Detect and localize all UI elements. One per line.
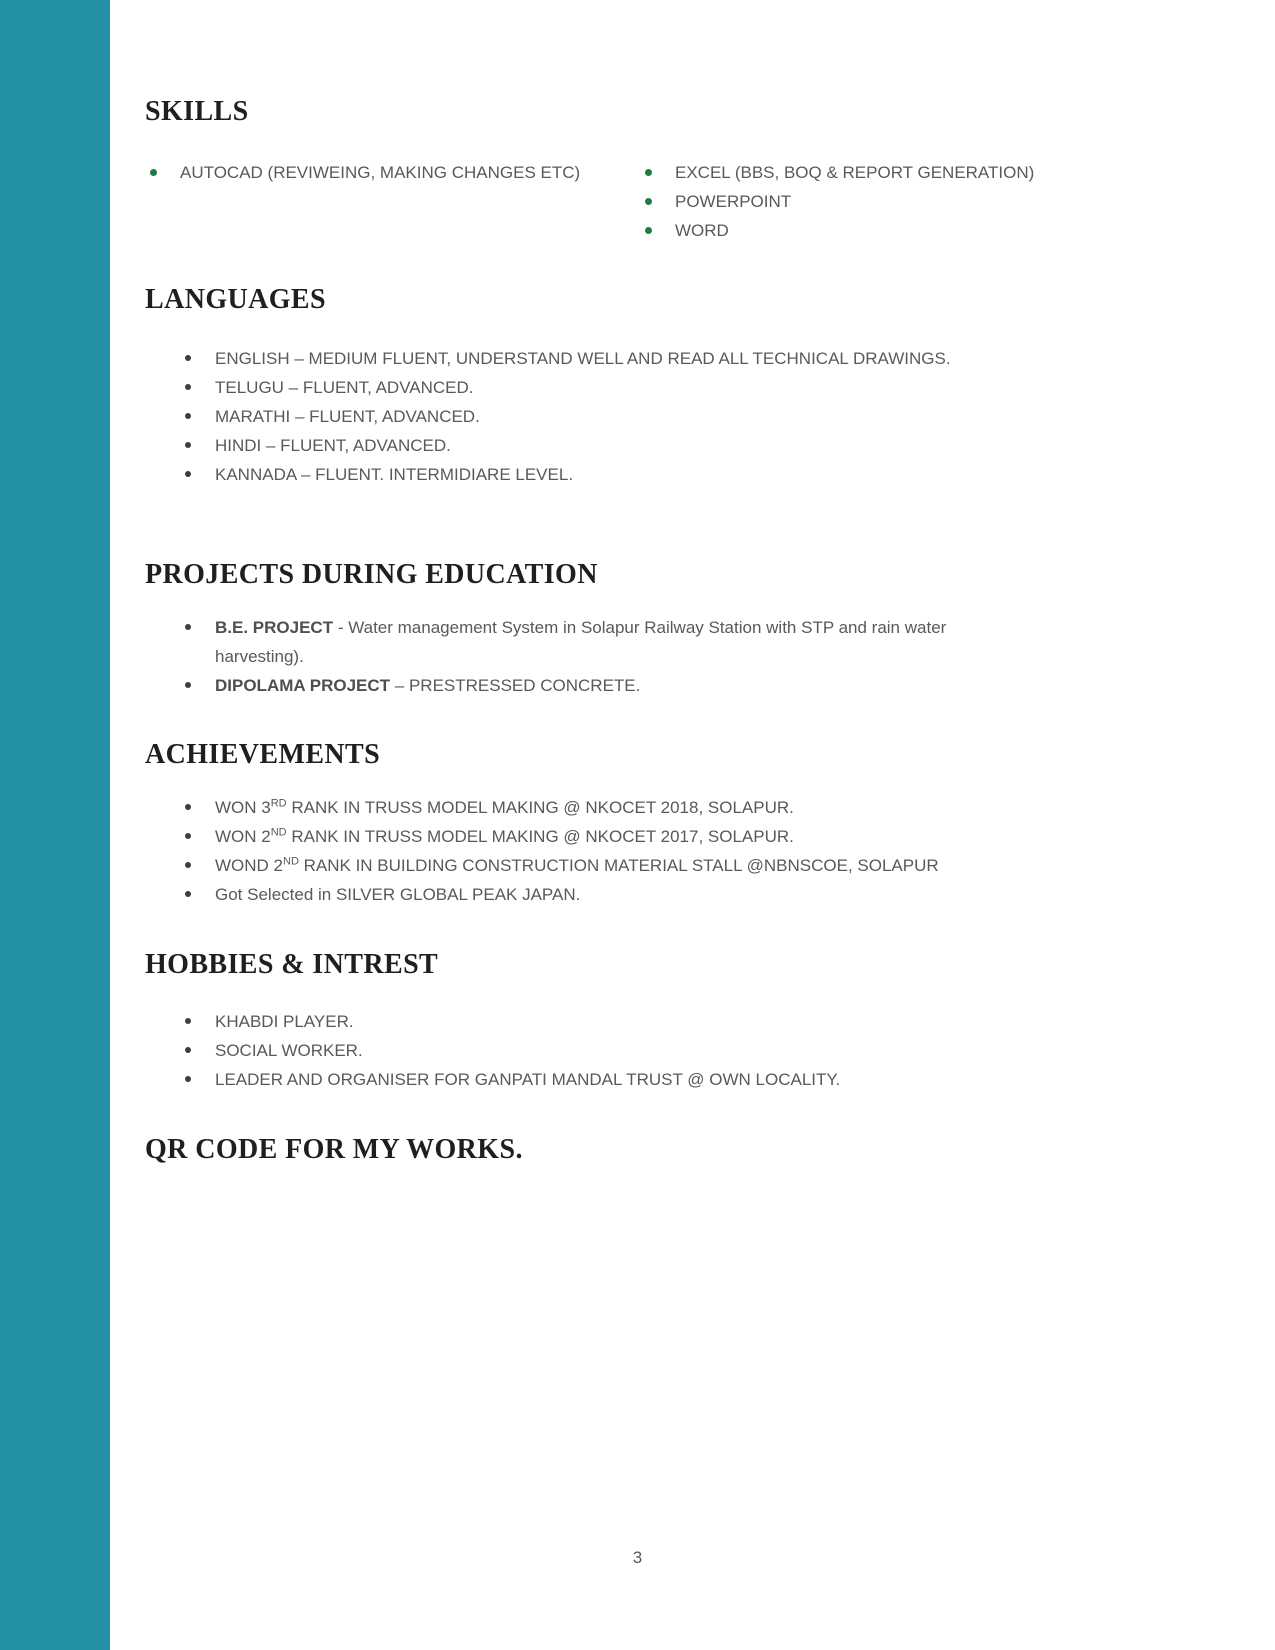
- list-item: [145, 402, 1005, 431]
- list-item: [145, 1065, 1005, 1094]
- bullet-icon: [185, 355, 191, 361]
- bullet-icon: [185, 1047, 191, 1053]
- achievement-pre: WOND 2: [215, 856, 283, 875]
- bullet-icon: [645, 169, 652, 176]
- project-text: [215, 671, 640, 700]
- achievement-post: RANK IN BUILDING CONSTRUCTION MATERIAL STALL @NBNSCOE, SOLAPUR: [298, 856, 939, 875]
- bullet-icon: [645, 198, 652, 205]
- bullet-icon: [185, 1076, 191, 1082]
- bullet-icon: [185, 891, 191, 897]
- achievements-heading: ACHIEVEMENTS: [145, 739, 381, 770]
- achievements-list: [145, 793, 1005, 909]
- list-item: [145, 793, 1005, 822]
- achievement-text: [215, 851, 939, 880]
- skills-list-left: [145, 158, 635, 187]
- skills-heading: SKILLS: [145, 96, 249, 127]
- hobbies-list: [145, 1007, 1005, 1094]
- achievement-pre: WON 3: [215, 798, 271, 817]
- list-item: [145, 613, 990, 671]
- achievement-post: RANK IN TRUSS MODEL MAKING @ NKOCET 2017, SOLAPUR.: [286, 827, 794, 846]
- list-item: [145, 1036, 1005, 1065]
- bullet-icon: [150, 169, 157, 176]
- bullet-icon: [185, 442, 191, 448]
- bullet-icon: [185, 413, 191, 419]
- bullet-icon: [185, 624, 191, 630]
- list-item: [145, 344, 1005, 373]
- skill-text: AUTOCAD (REVIWEING, MAKING CHANGES ETC): [180, 163, 581, 182]
- list-item: [145, 373, 1005, 402]
- list-item: [145, 822, 1005, 851]
- ordinal-suffix: RD: [270, 797, 287, 810]
- projects-list: [145, 613, 990, 700]
- list-item: [640, 216, 1110, 245]
- hobby-text: SOCIAL WORKER.: [215, 1041, 363, 1060]
- list-item: [640, 187, 1110, 216]
- list-item: [145, 671, 990, 700]
- language-text: ENGLISH – MEDIUM FLUENT, UNDERSTAND WELL AND READ ALL TECHNICAL DRAWINGS.: [215, 349, 951, 368]
- skill-text: POWERPOINT: [675, 192, 792, 211]
- languages-list: [145, 344, 1005, 489]
- achievement-post: RANK IN TRUSS MODEL MAKING @ NKOCET 2018, SOLAPUR.: [286, 798, 794, 817]
- achievement-pre: WON 2: [215, 827, 271, 846]
- list-item: [145, 158, 635, 187]
- project-description: - Water management System in Solapur Railway Station with STP and rain water harvesting).: [215, 618, 952, 666]
- bullet-icon: [185, 804, 191, 810]
- language-text: TELUGU – FLUENT, ADVANCED.: [215, 378, 474, 397]
- bullet-icon: [185, 862, 191, 868]
- list-item: [145, 851, 1005, 880]
- project-name: B.E. PROJECT: [215, 618, 334, 637]
- hobby-text: KHABDI PLAYER.: [215, 1012, 354, 1031]
- skills-list-right: [640, 158, 1110, 245]
- hobbies-heading: HOBBIES & INTREST: [145, 949, 439, 980]
- bullet-icon: [185, 682, 191, 688]
- list-item: [640, 158, 1110, 187]
- hobby-text: LEADER AND ORGANISER FOR GANPATI MANDAL TRUST @ OWN LOCALITY.: [215, 1070, 841, 1089]
- project-description: – PRESTRESSED CONCRETE.: [390, 676, 641, 695]
- skill-text: EXCEL (BBS, BOQ & REPORT GENERATION): [675, 163, 1035, 182]
- projects-heading: PROJECTS DURING EDUCATION: [145, 559, 598, 590]
- language-text: HINDI – FLUENT, ADVANCED.: [215, 436, 451, 455]
- list-item: [145, 880, 1005, 909]
- achievement-text: [215, 880, 580, 909]
- ordinal-suffix: ND: [270, 826, 287, 839]
- language-text: KANNADA – FLUENT. INTERMIDIARE LEVEL.: [215, 465, 574, 484]
- ordinal-suffix: ND: [283, 855, 299, 868]
- achievement-pre: Got Selected in SILVER GLOBAL PEAK JAPAN.: [215, 885, 581, 904]
- bullet-icon: [185, 1018, 191, 1024]
- list-item: [145, 431, 1005, 460]
- skill-text: WORD: [675, 221, 729, 240]
- language-text: MARATHI – FLUENT, ADVANCED.: [215, 407, 480, 426]
- page-number: 3: [632, 1548, 643, 1567]
- project-text: [215, 613, 990, 671]
- list-item: [145, 1007, 1005, 1036]
- languages-heading: LANGUAGES: [145, 284, 326, 315]
- list-item: [145, 460, 1005, 489]
- bullet-icon: [185, 471, 191, 477]
- bullet-icon: [185, 833, 191, 839]
- project-name: DIPOLAMA PROJECT: [215, 676, 391, 695]
- achievement-text: [215, 793, 794, 822]
- left-accent-bar: [0, 0, 110, 1650]
- qr-code-heading: QR CODE FOR MY WORKS.: [145, 1134, 523, 1165]
- bullet-icon: [645, 227, 652, 234]
- bullet-icon: [185, 384, 191, 390]
- achievement-text: [215, 822, 794, 851]
